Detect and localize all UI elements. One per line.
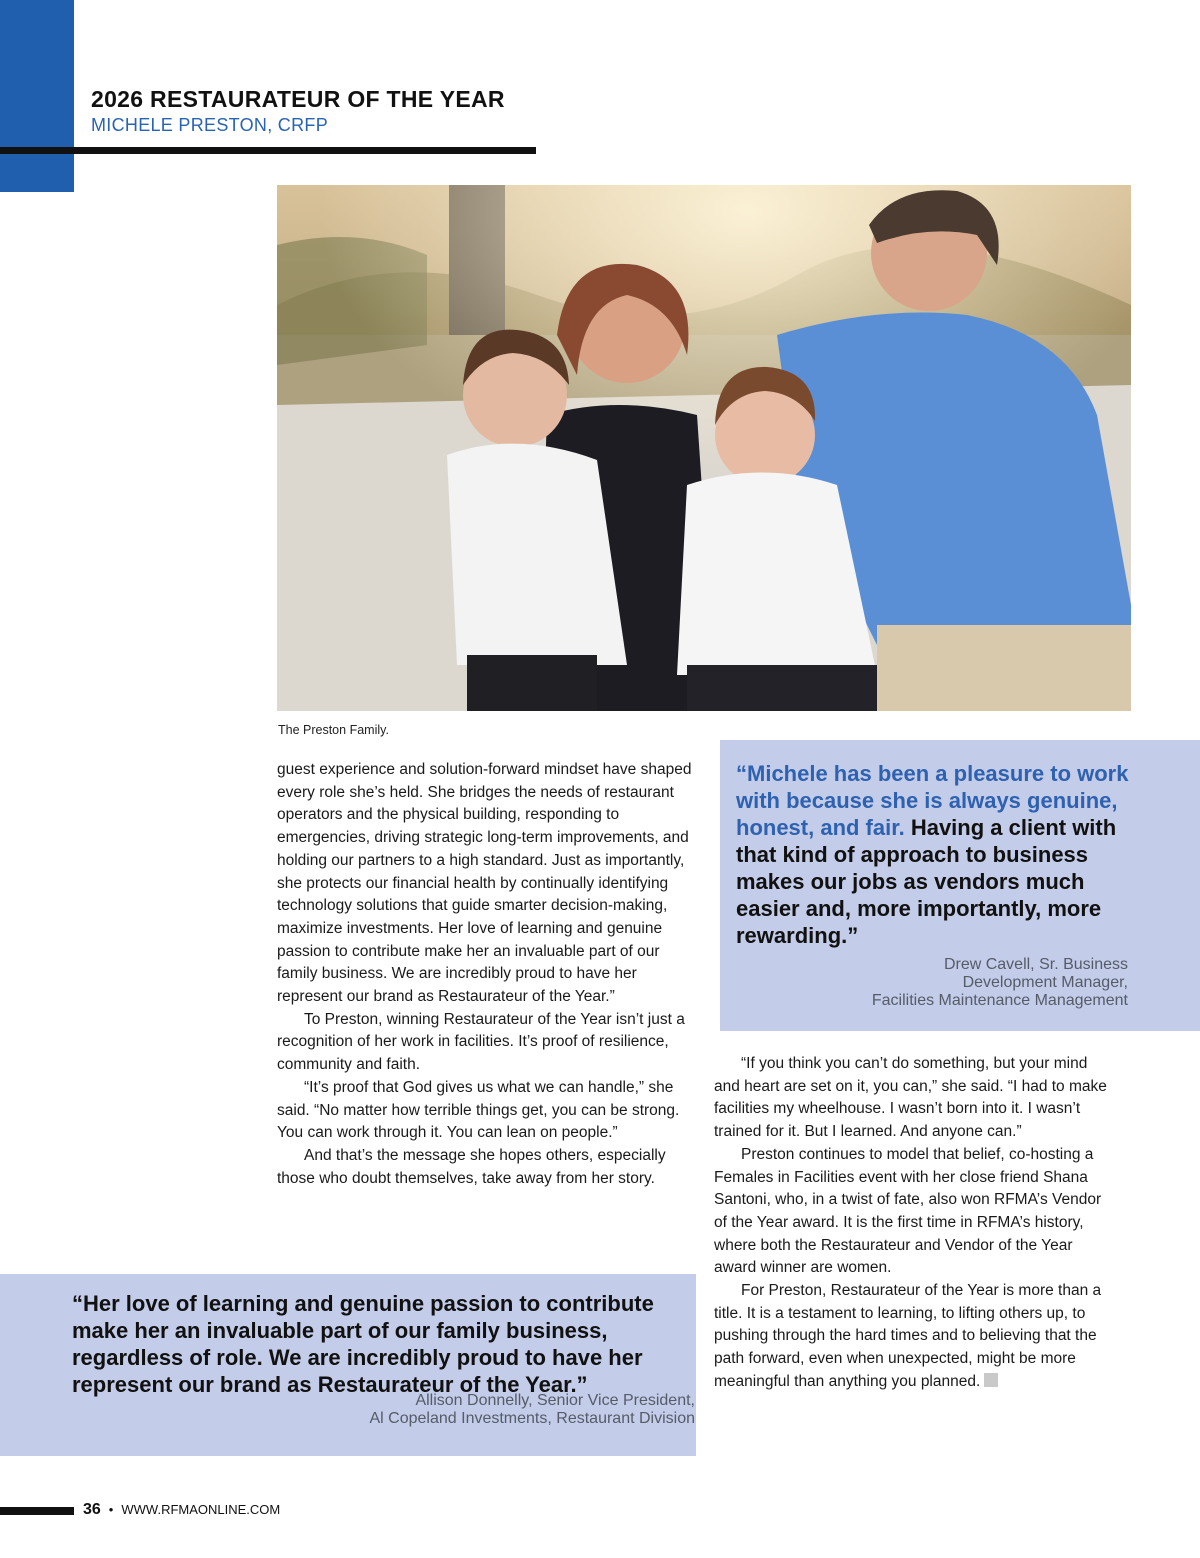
pull-quote-text: “Her love of learning and genuine passion to contribute make her an invaluable part of our family business, regardless of role. We are incredibly proud to have her represent our brand as Restaurateur of the Year.” xyxy=(72,1291,654,1397)
header-rule xyxy=(0,147,536,154)
paragraph: “It’s proof that God gives us what we can handle,” she said. “No matter how terrible things get, you can be strong. You can work through it. You can lean on people.” xyxy=(277,1078,680,1142)
family-photo xyxy=(277,185,1131,711)
end-of-article-mark xyxy=(984,1373,998,1387)
pull-quote-rest: Having a client with that kind of approach to business makes our jobs as vendors much easier and, more importantly, more rewarding.” xyxy=(736,815,1117,948)
pull-quote-attribution xyxy=(370,1392,696,1428)
attribution-line: Facilities Maintenance Management xyxy=(871,992,1128,1009)
paragraph-text: For Preston, Restaurateur of the Year is more than a title. It is a testament to learning, to lifting others up, to pushing through the hard times and to believing that the path forward, even when unexpected, might be more meaningful than anything you planned. xyxy=(714,1282,1102,1390)
paragraph: To Preston, winning Restaurateur of the Year isn’t just a recognition of her work in facilities. It’s proof of resilience, community and faith. xyxy=(277,1010,685,1074)
section-subtitle: MICHELE PRESTON, CRFP xyxy=(91,115,329,135)
pull-quote-cavell xyxy=(720,740,1200,1031)
attribution-line: Al Copeland Investments, Restaurant Division xyxy=(369,1410,695,1427)
pull-quote-text xyxy=(736,760,1136,949)
attribution-line: Development Manager, xyxy=(962,974,1128,991)
body-column-left xyxy=(277,759,697,1190)
footer-url[interactable]: WWW.RFMAONLINE.COM xyxy=(121,1502,281,1517)
body-column-right xyxy=(714,1053,1114,1394)
attribution-line: Drew Cavell, Sr. Business xyxy=(943,956,1128,973)
header-accent-bar xyxy=(0,0,74,192)
paragraph: guest experience and solution-forward mindset have shaped every role she’s held. She bridges the needs of restaurant operators and the physical building, responding to emergencies, driving strategic long-term improvements, and holding our partners to a high standard. Just as importantly, she protects our financial health by continually identifying technology solutions that guide smarter decision-making, maximize investments. Her love of learning and genuine passion to contribute make her an invaluable part of our family business. We are incredibly proud to have her represent our brand as Restaurateur of the Year.” xyxy=(277,761,692,1006)
attribution-line: Allison Donnelly, Senior Vice President, xyxy=(415,1392,695,1409)
pull-quote-donnelly xyxy=(0,1274,696,1456)
photo-caption: The Preston Family. xyxy=(278,723,389,737)
section-title: 2026 RESTAURATEUR OF THE YEAR xyxy=(91,86,505,112)
pull-quote-highlight: “Michele has been a pleasure to work with because she is always genuine, honest, and fair. xyxy=(736,761,1129,840)
footer-separator: • xyxy=(108,1502,114,1517)
page-number: 36 xyxy=(83,1501,101,1518)
paragraph: Preston continues to model that belief, co-hosting a Females in Facilities event with her close friend Shana Santoni, who, in a twist of fate, also won RFMA’s Vendor of the Year award. It is the first time in RFMA’s history, where both the Restaurateur and Vendor of the Year award winner are women. xyxy=(714,1145,1102,1277)
paragraph: And that’s the message she hopes others, especially those who doubt themselves, take away from her story. xyxy=(277,1146,666,1187)
paragraph xyxy=(714,1280,1114,1394)
footer xyxy=(83,1501,280,1519)
pull-quote-attribution xyxy=(872,956,1128,1010)
paragraph: “If you think you can’t do something, but your mind and heart are set on it, you can,” she said. “I had to make facilities my wheelhouse. I wasn’t born into it. I wasn’t trained for it. But I learned. And anyone can.” xyxy=(714,1055,1107,1141)
footer-bar xyxy=(0,1507,74,1515)
